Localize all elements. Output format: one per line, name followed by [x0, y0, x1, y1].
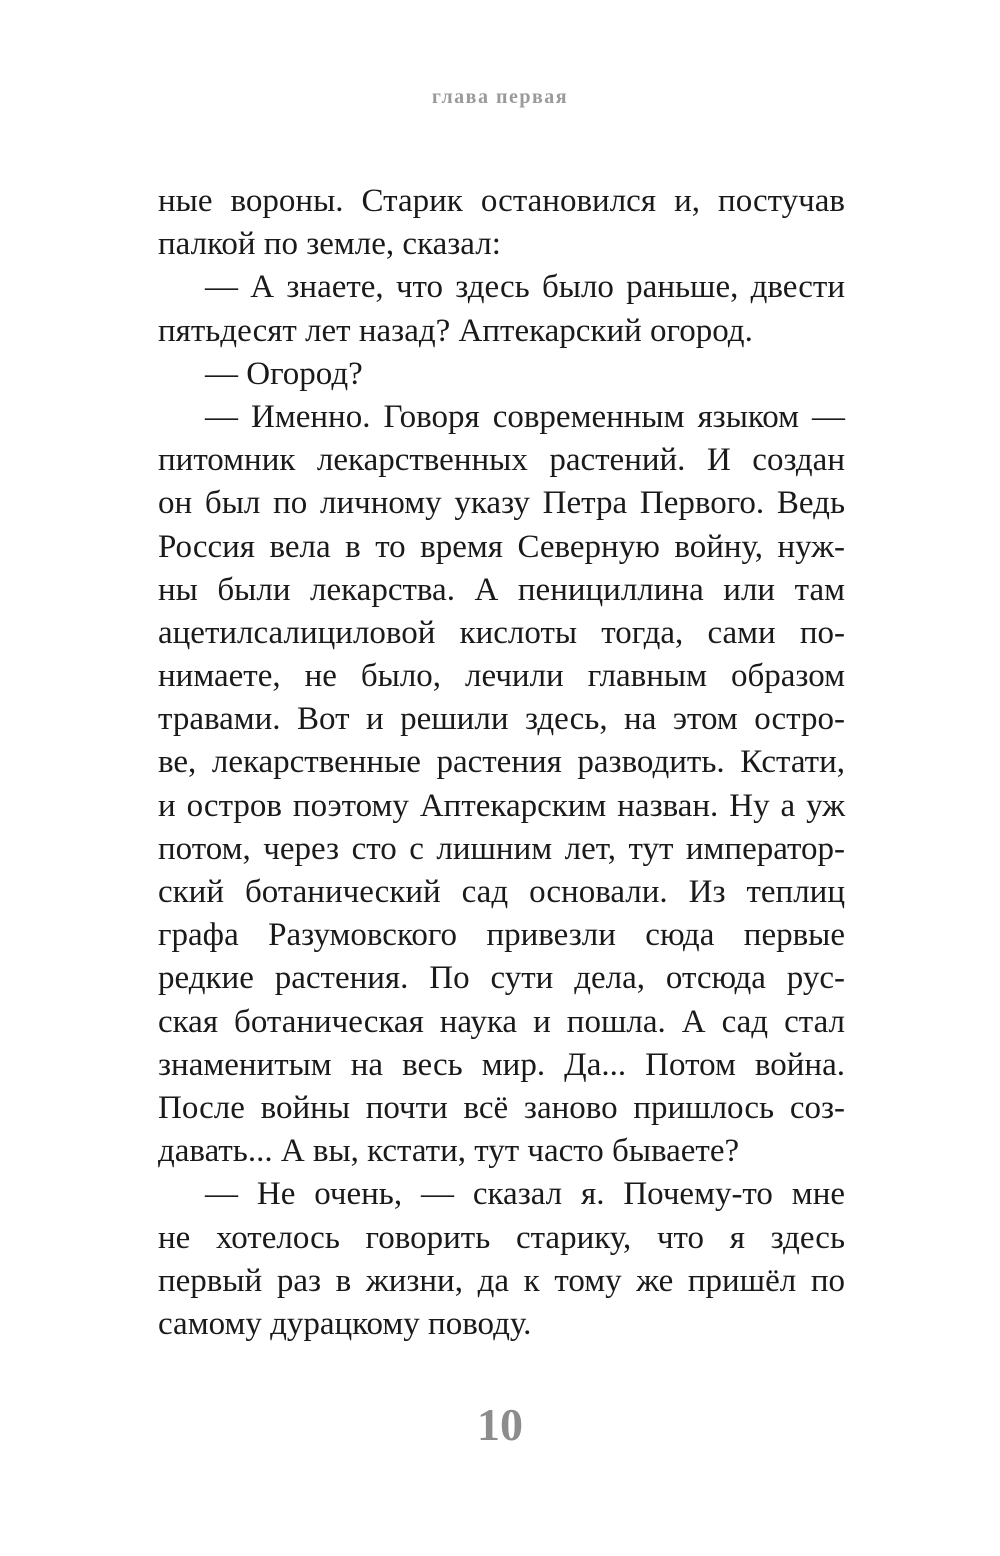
text-line: Россия вела в то время Северную войну, нуж-: [158, 528, 845, 565]
text-line: редкие растения. По сути дела, отсюда рус-: [158, 960, 845, 997]
text-line: самому дурацкому поводу.: [158, 1305, 532, 1342]
text-line: травами. Вот и решили здесь, на этом остро-: [158, 701, 845, 738]
text-line: ные вороны. Старик остановился и, постучав: [158, 183, 845, 219]
text-line: ве, лекарственные растения разводить. Кстати,: [158, 744, 845, 781]
text-line: знаменитым на весь мир. Да... Потом война.: [158, 1046, 845, 1083]
text-line: потом, через сто с лишним лет, тут император-: [158, 830, 845, 867]
text-line: пятьдесят лет назад? Аптекарский огород.: [158, 312, 753, 349]
text-line: — Не очень, — сказал я. Почему-то мне: [205, 1176, 845, 1213]
body-text: [158, 180, 845, 1346]
text-line: — А знаете, что здесь было раньше, двести: [205, 269, 845, 306]
text-line: палкой по земле, сказал:: [158, 226, 501, 263]
text-line: первый раз в жизни, да к тому же пришёл по: [158, 1262, 845, 1299]
text-line: ская ботаническая наука и пошла. А сад стал: [158, 1003, 845, 1040]
text-line: ны были лекарства. А пенициллина или там: [158, 571, 845, 608]
text-line: ский ботанический сад основали. Из теплиц: [158, 874, 845, 910]
text-line: ацетилсалициловой кислоты тогда, сами по-: [158, 614, 845, 651]
running-head: глава первая: [431, 86, 569, 108]
page-number: 10: [477, 1399, 523, 1450]
text-line: нимаете, не было, лечили главным образом: [158, 658, 845, 695]
text-line: не хотелось говорить старику, что я здесь: [158, 1219, 845, 1256]
text-line: он был по личному указу Петра Первого. Ведь: [158, 485, 845, 522]
text-line: питомник лекарственных растений. И создан: [158, 442, 845, 479]
text-line: графа Разумовского привезли сюда первые: [158, 917, 845, 954]
text-line: и остров поэтому Аптекарским назван. Ну а уж: [158, 787, 845, 824]
text-line: — Огород?: [205, 355, 363, 392]
text-line: давать... А вы, кстати, тут часто бываете?: [158, 1133, 740, 1170]
text-line: — Именно. Говоря современным языком —: [205, 398, 845, 435]
text-line: После войны почти всё заново пришлось соз-: [158, 1089, 845, 1126]
